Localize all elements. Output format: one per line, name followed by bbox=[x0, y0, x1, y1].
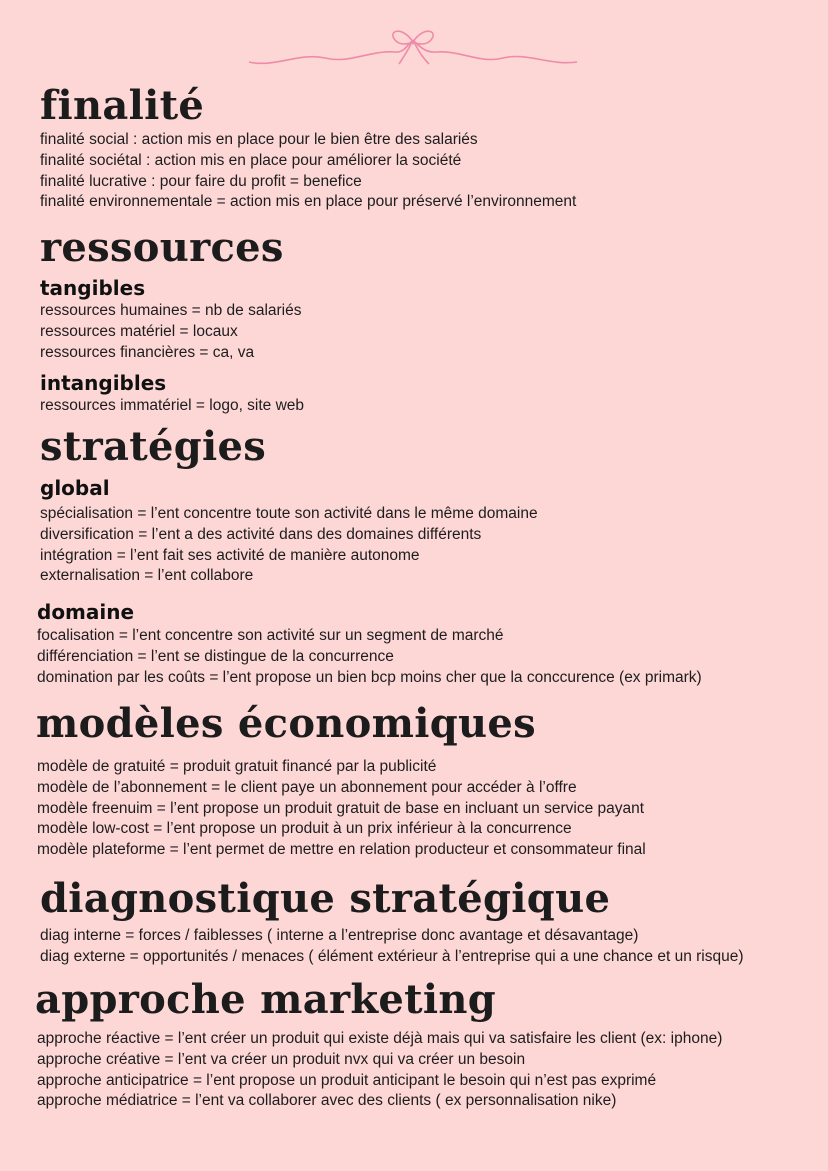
list-item: domination par les coûts = l’ent propose un bien bcp moins cher que la conccurence (ex primark) bbox=[37, 668, 702, 686]
list-item: finalité sociétal : action mis en place pour améliorer la société bbox=[40, 151, 462, 169]
finalite-list bbox=[40, 130, 576, 213]
list-item: diversification = l’ent a des activité dans des domaines différents bbox=[40, 525, 482, 543]
list-item: ressources immatériel = logo, site web bbox=[40, 397, 305, 414]
heading-strategies: stratégies bbox=[40, 423, 267, 470]
list-item: externalisation = l’ent collabore bbox=[40, 567, 254, 585]
diagnostique-list bbox=[40, 926, 744, 968]
subheading-global: global bbox=[40, 476, 110, 500]
list-item: approche anticipatrice = l’ent propose un produit anticipant le besoin qui n’est pas exprimé bbox=[37, 1071, 657, 1089]
list-item: approche médiatrice = l’ent va collaborer avec des clients ( ex personnalisation nike) bbox=[37, 1092, 617, 1110]
list-item: modèle plateforme = l’ent permet de mettre en relation producteur et consommateur final bbox=[37, 841, 646, 859]
list-item: approche créative = l’ent va créer un produit nvx qui va créer un besoin bbox=[37, 1050, 526, 1068]
ribbon-bow-icon bbox=[245, 22, 581, 72]
heading-modeles-economiques: modèles économiques bbox=[36, 700, 536, 747]
list-item: ressources matériel = locaux bbox=[40, 322, 238, 340]
list-item: ressources humaines = nb de salariés bbox=[40, 302, 302, 319]
list-item: modèle de l’abonnement = le client paye un abonnement pour accéder à l’offre bbox=[37, 778, 577, 796]
list-item: finalité social : action mis en place pour le bien être des salariés bbox=[40, 131, 478, 148]
list-item: finalité lucrative : pour faire du profit = benefice bbox=[40, 172, 362, 190]
list-item: diag externe = opportunités / menaces ( élément extérieur à l’entreprise qui a une chance et un risque) bbox=[40, 947, 744, 965]
heading-diagnostique-strategique: diagnostique stratégique bbox=[40, 875, 611, 922]
subheading-tangibles: tangibles bbox=[40, 276, 146, 300]
intangibles-list bbox=[40, 396, 304, 417]
tangibles-list bbox=[40, 301, 302, 363]
list-item: intégration = l’ent fait ses activité de manière autonome bbox=[40, 546, 420, 564]
heading-ressources: ressources bbox=[40, 224, 284, 271]
global-list bbox=[40, 504, 538, 587]
list-item: diag interne = forces / faiblesses ( interne a l’entreprise donc avantage et désavantage) bbox=[40, 927, 639, 944]
subheading-intangibles: intangibles bbox=[40, 371, 167, 395]
heading-finalite: finalité bbox=[40, 82, 205, 129]
list-item: approche réactive = l’ent créer un produit qui existe déjà mais qui va satisfaire les client (ex: iphone) bbox=[37, 1030, 723, 1047]
list-item: focalisation = l’ent concentre son activité sur un segment de marché bbox=[37, 627, 504, 644]
modeles-list bbox=[37, 757, 646, 861]
domaine-list bbox=[37, 626, 702, 688]
list-item: modèle low-cost = l’ent propose un produit à un prix inférieur à la concurrence bbox=[37, 820, 572, 838]
list-item: modèle de gratuité = produit gratuit financé par la publicité bbox=[37, 758, 437, 775]
list-item: ressources financières = ca, va bbox=[40, 343, 255, 361]
list-item: différenciation = l’ent se distingue de la concurrence bbox=[37, 647, 394, 665]
marketing-list bbox=[37, 1029, 722, 1112]
list-item: spécialisation = l’ent concentre toute son activité dans le même domaine bbox=[40, 505, 538, 522]
subheading-domaine: domaine bbox=[37, 600, 135, 624]
list-item: finalité environnementale = action mis en place pour préservé l’environnement bbox=[40, 193, 577, 211]
heading-approche-marketing: approche marketing bbox=[35, 976, 497, 1023]
list-item: modèle freenuim = l’ent propose un produit gratuit de base en incluant un service payant bbox=[37, 799, 645, 817]
